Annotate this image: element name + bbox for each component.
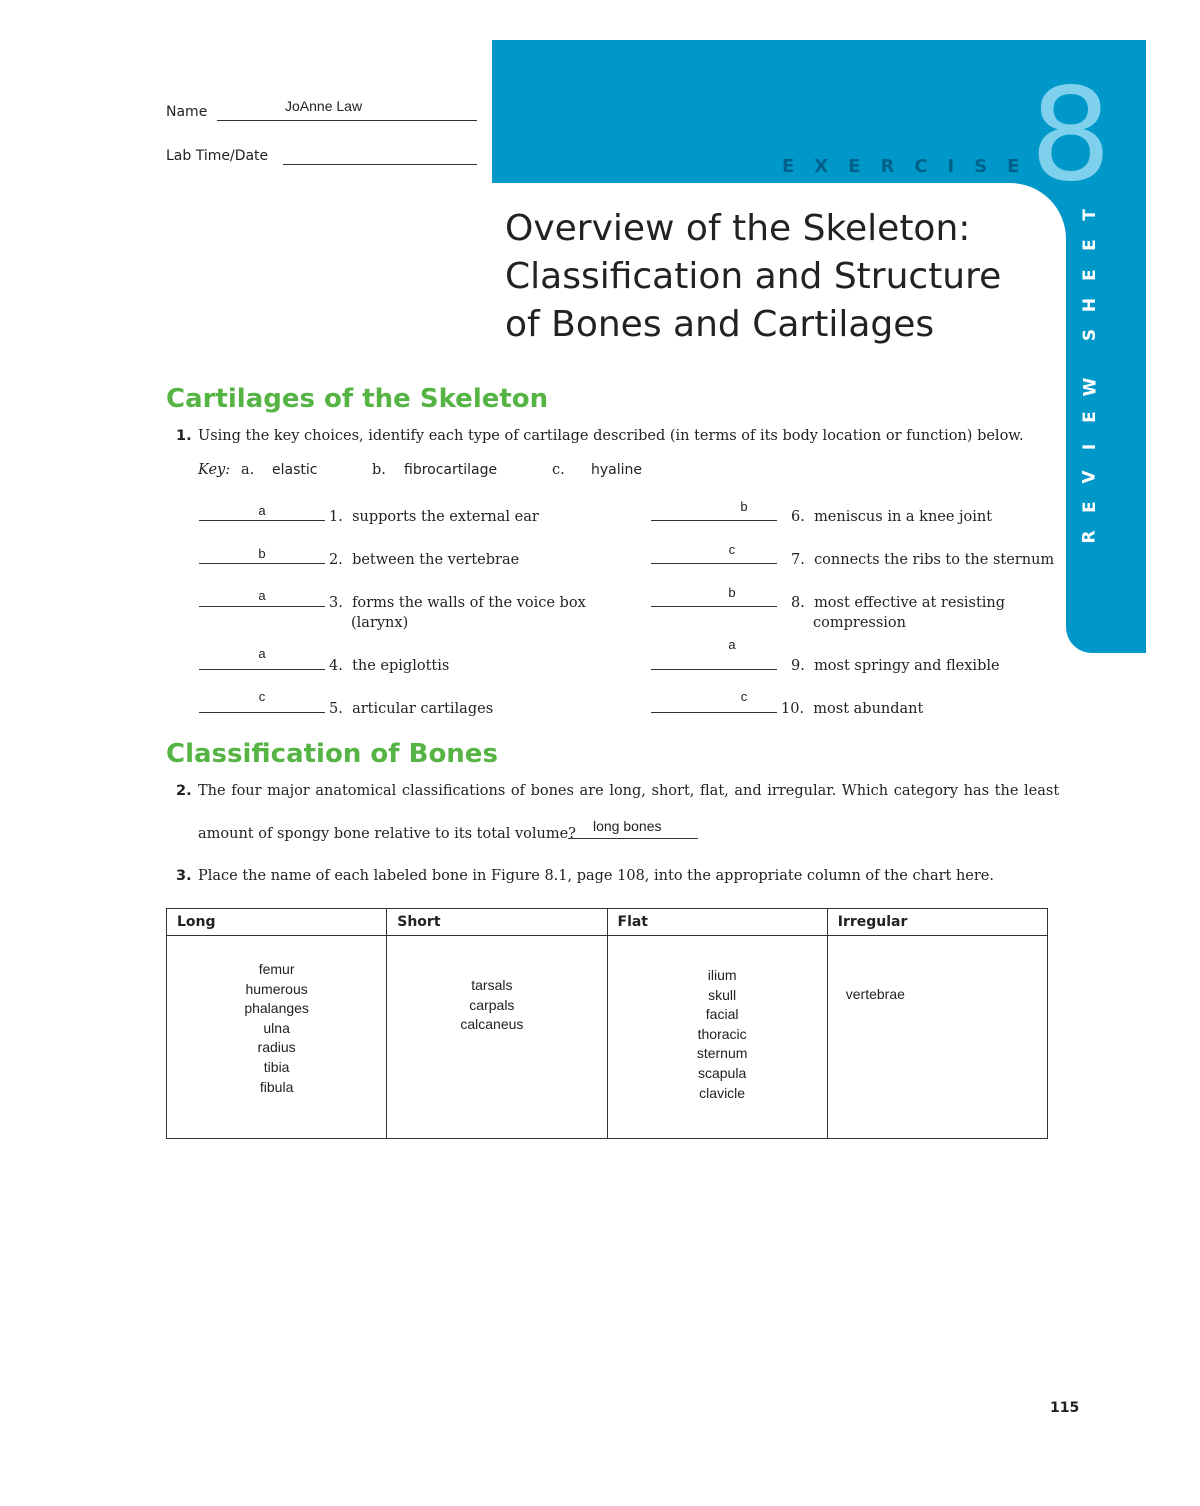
exercise-number: 8 — [1030, 61, 1112, 210]
bone-entry: skull — [708, 986, 737, 1003]
key-b: b. — [372, 462, 386, 478]
answer-10: c — [740, 689, 748, 704]
answer-8: b — [728, 585, 736, 600]
bone-entry: ulna — [263, 1019, 290, 1036]
bone-entry: calcaneus — [460, 1016, 524, 1033]
answer-6: b — [740, 499, 748, 514]
page-number: 115 — [1050, 1400, 1080, 1416]
bone-entry: scapula — [697, 1064, 747, 1081]
answer-line[interactable] — [199, 712, 325, 713]
section-heading-cartilages: Cartilages of the Skeleton — [166, 384, 549, 414]
answer-line[interactable] — [199, 563, 325, 564]
question-2-text-2: amount of spongy bone relative to its total volume? — [198, 826, 576, 842]
question-2-number: 2. — [176, 783, 192, 799]
bone-classification-chart — [166, 908, 1048, 1139]
question-1-text: Using the key choices, identify each type of cartilage described (in terms of its body location or function) below. — [198, 428, 1024, 444]
key-b-text: fibrocartilage — [404, 462, 498, 478]
bone-entry: vertebrae — [845, 986, 905, 1002]
key-c: c. — [552, 462, 565, 478]
answer-2: b — [258, 546, 266, 561]
name-value: JoAnne Law — [285, 98, 363, 114]
bone-entry: facial — [705, 1006, 739, 1023]
answer-7: c — [728, 542, 736, 557]
bone-entry: fibula — [259, 1078, 294, 1095]
bone-entry: femur — [258, 961, 295, 977]
header-long: Long — [167, 909, 387, 936]
answer-line[interactable] — [199, 669, 325, 670]
key-label: Key: — [198, 462, 231, 478]
answer-1: a — [258, 503, 266, 518]
name-label: Name — [166, 104, 208, 120]
cell-irregular[interactable] — [827, 936, 1047, 1139]
answer-line[interactable] — [651, 520, 777, 521]
header-short: Short — [387, 909, 607, 936]
answer-line[interactable] — [651, 606, 777, 607]
exercise-label: EXERCISE — [782, 156, 1040, 177]
bone-entry: sternum — [696, 1045, 748, 1062]
bone-entry: tarsals — [471, 977, 513, 993]
bone-entry: tibia — [263, 1058, 290, 1075]
header-irregular: Irregular — [827, 909, 1047, 936]
key-c-text: hyaline — [591, 462, 643, 478]
bone-entry: thoracic — [697, 1025, 747, 1042]
question-3-number: 3. — [176, 868, 192, 884]
bone-entry: radius — [257, 1039, 296, 1056]
bone-entry: ilium — [707, 967, 737, 983]
key-a: a. — [241, 462, 255, 478]
question-1-number: 1. — [176, 428, 192, 444]
answer-line[interactable] — [651, 669, 777, 670]
bone-entry: humerous — [245, 980, 308, 997]
bone-entry: clavicle — [699, 1084, 746, 1101]
cell-long[interactable] — [167, 936, 387, 1139]
answer-5: c — [258, 689, 266, 704]
labtime-field[interactable] — [283, 148, 477, 165]
answer-line[interactable] — [651, 712, 777, 713]
answer-9: a — [728, 637, 736, 652]
question-2-text: The four major anatomical classifications of bones are long, short, flat, and irregular. Which category has the least — [198, 783, 1060, 799]
labtime-label: Lab Time/Date — [166, 148, 269, 164]
bone-entry: phalanges — [244, 1000, 309, 1017]
bone-entry: carpals — [469, 996, 515, 1013]
answer-line[interactable] — [651, 563, 777, 564]
key-a-text: elastic — [272, 462, 318, 478]
cell-flat[interactable] — [607, 936, 827, 1139]
section-heading-bones: Classification of Bones — [166, 739, 498, 769]
answer-line[interactable] — [199, 606, 325, 607]
cell-short[interactable] — [387, 936, 607, 1139]
answer-4: a — [258, 646, 266, 661]
page-title: Overview of the Skeleton: Classification and Structure of Bones and Cartilages — [505, 208, 1002, 345]
review-sheet-label: T E E H S W E I V E R — [1079, 209, 1100, 544]
question-3-text: Place the name of each labeled bone in Figure 8.1, page 108, into the appropriate column of the chart here. — [198, 868, 994, 884]
question-2-answer: long bones — [593, 818, 662, 834]
answer-line[interactable] — [199, 520, 325, 521]
header-flat: Flat — [607, 909, 827, 936]
answer-3: a — [258, 588, 266, 603]
